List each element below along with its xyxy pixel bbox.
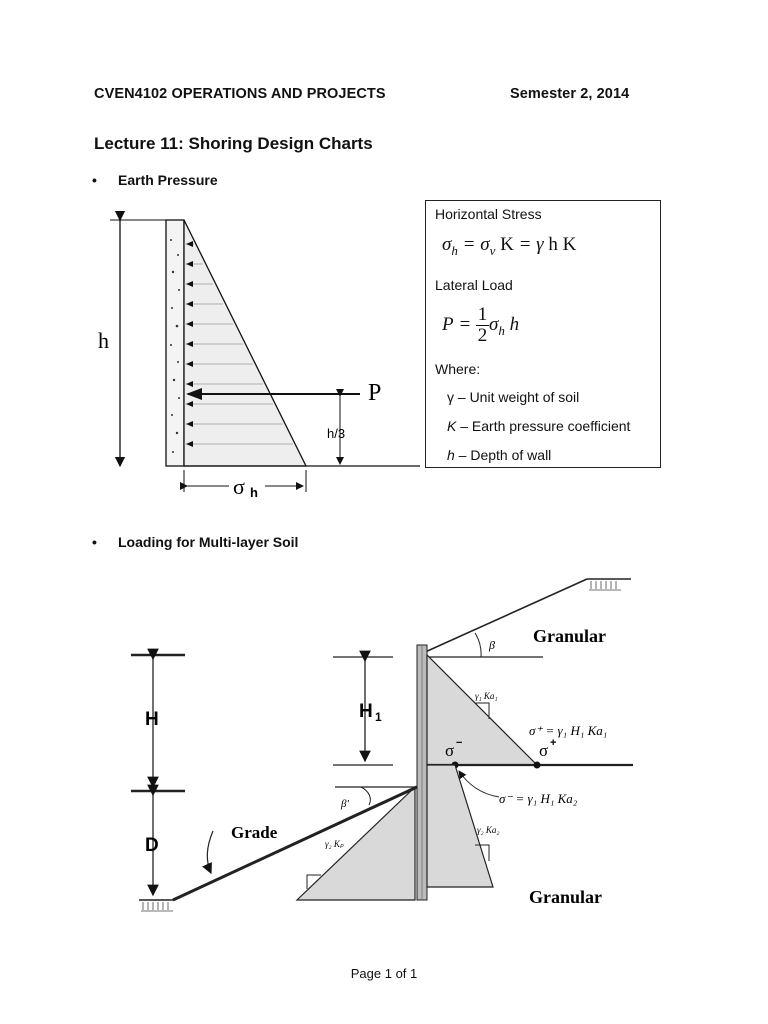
D-label: D [145, 835, 159, 856]
def-h [447, 447, 551, 463]
bullet-multi-layer-label: Loading for Multi-layer Soil [118, 534, 299, 550]
bullet-earth-pressure [92, 172, 218, 188]
h-label: h [98, 328, 109, 353]
formula-box [425, 200, 661, 468]
page-footer: Page 1 of 1 [350, 966, 418, 981]
course-header: CVEN4102 OPERATIONS AND PROJECTS [94, 86, 386, 102]
grade-label: Grade [231, 823, 278, 842]
bullet-dot: • [92, 172, 97, 188]
beta-prime-label: β' [341, 798, 349, 810]
H-label: H [145, 709, 159, 730]
semester-header: Semester 2, 2014 [510, 86, 630, 102]
sigma-minus-label: σ [445, 741, 455, 760]
granular-bottom-label: Granular [529, 887, 603, 907]
granular-top-label: Granular [533, 626, 607, 646]
H1-label: H [359, 701, 373, 722]
sigma-plus-equation: σ⁺ = γ₁ H₁ Ka₁ [529, 723, 608, 738]
multi-layer-soil-diagram [125, 575, 645, 915]
bullet-earth-pressure-label: Earth Pressure [118, 172, 218, 188]
beta-label: β [489, 638, 495, 652]
H1-subscript: 1 [375, 710, 382, 724]
horizontal-stress-equation: $\sigma_h = \sigma_v$ K = γ h K [442, 234, 577, 258]
slope-top-label: γ₁ Ka₁ [475, 691, 498, 701]
def-k-text: – Earth pressure coefficient [456, 418, 631, 434]
sigma-minus-superscript: − [456, 737, 463, 749]
sigma-plus-superscript: + [550, 737, 557, 749]
slope-left-label: γ₂ Kₚ [325, 839, 344, 849]
sigma-h-subscript: h [250, 485, 258, 500]
bullet-dot: • [92, 534, 97, 550]
page-title: Lecture 11: Shoring Design Charts [94, 134, 373, 153]
sigma-minus-equation: σ⁻ = γ₁ H₁ Ka₂ [499, 791, 578, 806]
sigma-h-label: σ [233, 474, 245, 499]
def-gamma [447, 389, 579, 405]
def-k [447, 418, 630, 434]
where-label: Where: [435, 361, 481, 377]
def-h-symbol: h [447, 447, 455, 463]
horizontal-stress-label: Horizontal Stress [435, 206, 542, 222]
def-k-symbol: K [447, 418, 457, 434]
def-gamma-symbol: γ [447, 389, 454, 405]
bullet-multi-layer [92, 534, 298, 550]
sigma-plus-label: σ [539, 741, 549, 760]
lateral-load-equation: P = 1 2 σ $_h$ h [442, 304, 520, 346]
h3-label: h/3 [327, 426, 346, 441]
slope-mid-label: γ₂ Ka₂ [477, 825, 500, 835]
def-h-text: – Depth of wall [454, 447, 552, 463]
p-label: P [368, 380, 382, 406]
lateral-load-label: Lateral Load [435, 277, 513, 293]
def-gamma-text: – Unit weight of soil [454, 389, 580, 405]
